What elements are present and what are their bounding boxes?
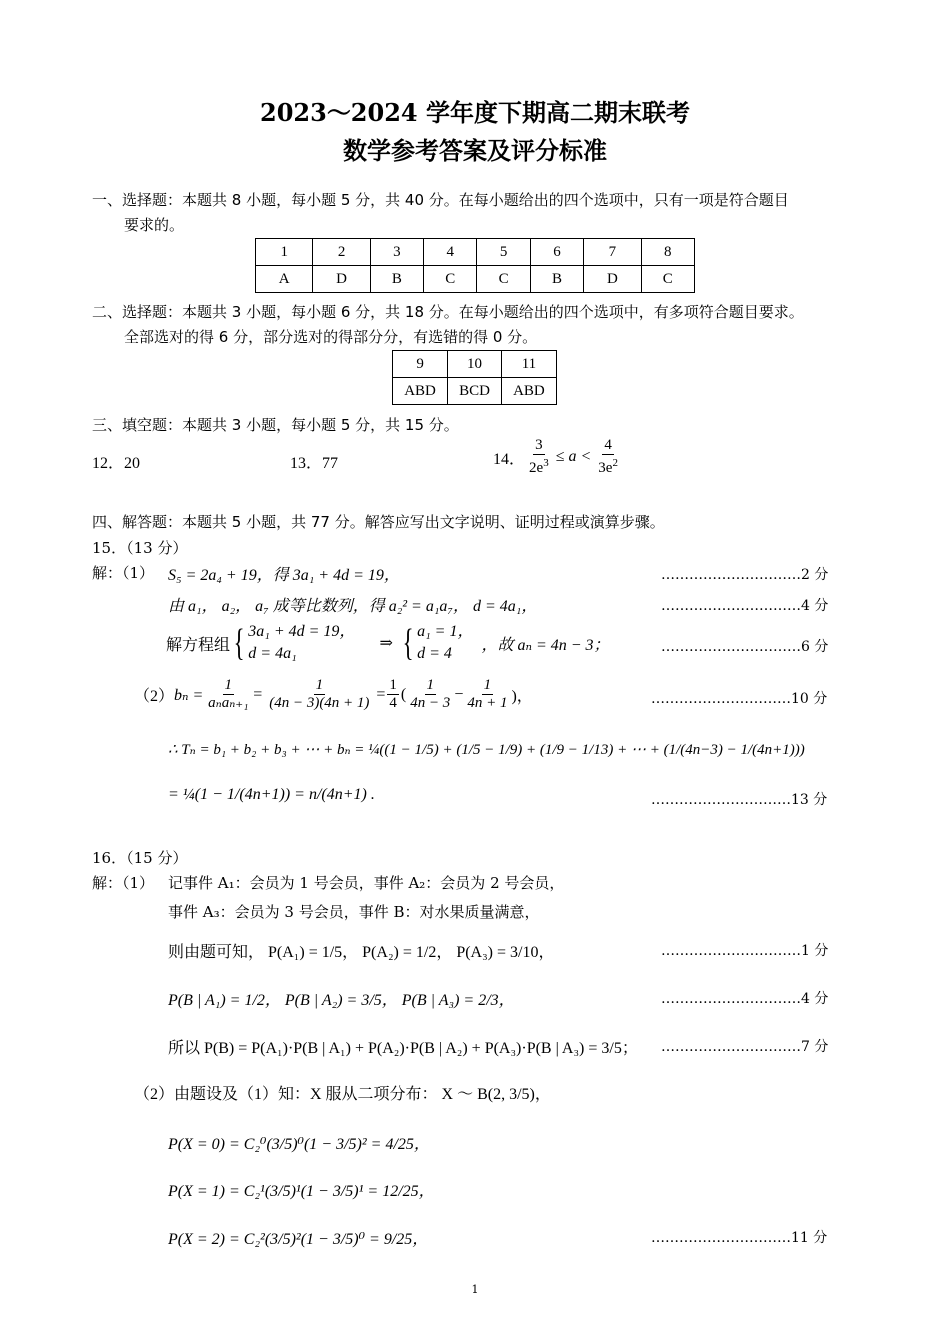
frac-num: 4 (604, 437, 612, 453)
q16-line5: 所以 P(B) = P(A₁)·P(B | A₁) + P(A₂)·P(B | A₂) + P(A₃)·P(B | A₃) = 3/5； (168, 1040, 638, 1057)
table-cell: 6 (530, 239, 583, 266)
q16-jie: 解：（1） (92, 874, 155, 892)
table-cell: B (530, 266, 583, 293)
frac-den: (4n − 3)(4n + 1) (269, 695, 370, 711)
table-row (393, 351, 557, 378)
sys1-eq2: d = 4a₁ (248, 645, 297, 662)
frac-den: 4n − 3 (410, 695, 451, 711)
q16-line6: （2）由题设及（1）知：X 服从二项分布： X ～ B(2, 3/5)， (134, 1086, 551, 1103)
implies: ⇒ (379, 635, 393, 652)
paren-open: ( (400, 685, 407, 703)
sys2-eq2: d = 4 (417, 645, 452, 662)
part2-heading: 二、选择题：本题共 3 小题，每小题 6 分，共 18 分。在每小题给出的四个选项中，有多项符合题目要求。 (92, 303, 804, 321)
q15-label: 15．（13 分） (92, 539, 188, 557)
page-title: 2023～2024 学年度下期高二期末联考 (260, 98, 690, 127)
minus: − (454, 685, 464, 703)
table-row (393, 378, 557, 405)
sys1-eq1: 3a₁ + 4d = 19， (248, 623, 356, 640)
q15-line3: 解方程组 { 3a₁ + 4d = 19， d = 4a₁ ⇒ { a₁ = 1， d = 4 ，故 aₙ = 4n − 3； (166, 622, 610, 664)
q15-line4 (134, 677, 533, 712)
frac-den: 2e (529, 460, 544, 476)
part1-answer-table (255, 238, 695, 293)
table-cell: 11 (501, 351, 556, 378)
score-marker: …………………………4 分 (661, 991, 829, 1007)
table-cell: 2 (313, 239, 370, 266)
table-cell: C (477, 266, 530, 293)
q16-label: 16．（15 分） (92, 849, 188, 867)
q16-line3: 则由题可知， P(A₁) = 1/5， P(A₂) = 1/2， P(A₃) = 3/10， (168, 944, 555, 961)
score-marker: …………………………11 分 (651, 1230, 828, 1246)
equals: = (376, 685, 386, 703)
frac-num: 1 (315, 677, 324, 693)
q16-line7: P(X = 0) = C₂⁰(3/5)⁰(1 − 3/5)² = 4/25， (168, 1136, 430, 1153)
q15-line5: ∴ Tₙ = b₁ + b₂ + b₃ + ⋯ + bₙ = ¼((1 − 1/5) + (1/5 − 1/9) + (1/9 − 1/13) + ⋯ + (1/(4n−3) − 1/(4n+1))) (168, 742, 805, 758)
paren-close: )， (511, 688, 533, 705)
q15-line1: S₅ = 2a₄ + 19，得 3a₁ + 4d = 19， (168, 567, 400, 584)
page-number: 1 (471, 1283, 479, 1296)
score-marker: …………………………6 分 (661, 639, 829, 655)
frac-num: 1 (483, 677, 492, 693)
frac-den: 3e (598, 460, 613, 476)
frac-num: 3 (535, 437, 543, 453)
table-row (256, 266, 695, 293)
table-cell: C (641, 266, 694, 293)
score-marker: …………………………7 分 (661, 1039, 829, 1055)
table-row (256, 239, 695, 266)
page-subtitle: 数学参考答案及评分标准 (343, 136, 607, 165)
q16-line2: 事件 A₃：会员为 3 号会员，事件 B：对水果质量满意， (168, 903, 540, 921)
frac-den: 4 (389, 695, 397, 711)
answer-14-label: 14． (493, 450, 526, 468)
q16-line9: P(X = 2) = C₂²(3/5)²(1 − 3/5)⁰ = 9/25， (168, 1231, 429, 1248)
answer-12: 12．20 (92, 455, 141, 472)
table-cell: 4 (424, 239, 477, 266)
table-cell: 7 (584, 239, 641, 266)
q16-line1: 记事件 A₁：会员为 1 号会员，事件 A₂：会员为 2 号会员， (168, 874, 565, 892)
score-marker: …………………………4 分 (661, 598, 829, 614)
q15-line3-post: ，故 aₙ = 4n − 3； (481, 636, 610, 654)
frac-num: 1 (389, 677, 397, 693)
frac-den: 4n + 1 (467, 695, 508, 711)
score-marker: …………………………1 分 (661, 943, 829, 959)
score-marker: …………………………10 分 (651, 691, 828, 707)
score-marker: …………………………13 分 (651, 792, 828, 808)
table-cell: D (313, 266, 370, 293)
table-cell: C (424, 266, 477, 293)
equals: = (253, 685, 263, 703)
q16-line4: P(B | A₁) = 1/2， P(B | A₂) = 3/5， P(B | A₃) = 2/3， (168, 992, 515, 1009)
frac-den: aₙaₙ₊₁ (208, 695, 249, 711)
score-marker: …………………………2 分 (661, 567, 829, 583)
part3-heading: 三、填空题：本题共 3 小题，每小题 5 分，共 15 分。 (92, 416, 459, 434)
q15-part2-label: （2） (134, 688, 175, 705)
table-cell: 8 (641, 239, 694, 266)
part1-heading: 一、选择题：本题共 8 小题，每小题 5 分，共 40 分。在每小题给出的四个选项中，只有一项是符合题目 (92, 191, 789, 209)
table-cell: BCD (448, 378, 502, 405)
q15-line6: = ¼(1 − 1/(4n+1)) = n/(4n+1) . (168, 786, 375, 803)
table-cell: 1 (256, 239, 313, 266)
q15-jie: 解：（1） (92, 564, 155, 582)
inequality: ≤ a < (555, 448, 592, 465)
table-cell: 10 (448, 351, 502, 378)
q15-line4-lhs: bₙ = (174, 686, 204, 704)
part2-answer-table (392, 350, 557, 405)
sys2-eq1: a₁ = 1， (417, 623, 474, 640)
table-cell: 5 (477, 239, 530, 266)
q15-line3-pre: 解方程组 (166, 636, 231, 654)
table-cell: 9 (393, 351, 448, 378)
part4-heading: 四、解答题：本题共 5 小题，共 77 分。解答应写出文字说明、证明过程或演算步骤。 (92, 513, 665, 531)
table-cell: ABD (501, 378, 556, 405)
q15-line2: 由 a₁， a₂， a₇ 成等比数列，得 a₂² = a₁a₇， d = 4a₁， (168, 598, 538, 615)
frac-den-exp: 2 (612, 457, 618, 469)
q16-line8: P(X = 1) = C₂¹(3/5)¹(1 − 3/5)¹ = 12/25， (168, 1183, 435, 1200)
table-cell: B (370, 266, 423, 293)
frac-den-exp: 3 (543, 457, 549, 469)
table-cell: ABD (393, 378, 448, 405)
frac-num: 1 (426, 677, 434, 693)
answer-14 (493, 437, 622, 477)
part2-heading-cont: 全部选对的得 6 分，部分选对的得部分分，有选错的得 0 分。 (124, 328, 538, 346)
table-cell: 3 (370, 239, 423, 266)
answer-13: 13．77 (290, 455, 339, 472)
table-cell: D (584, 266, 641, 293)
frac-num: 1 (224, 677, 233, 693)
table-cell: A (256, 266, 313, 293)
part1-heading-cont: 要求的。 (124, 216, 185, 234)
